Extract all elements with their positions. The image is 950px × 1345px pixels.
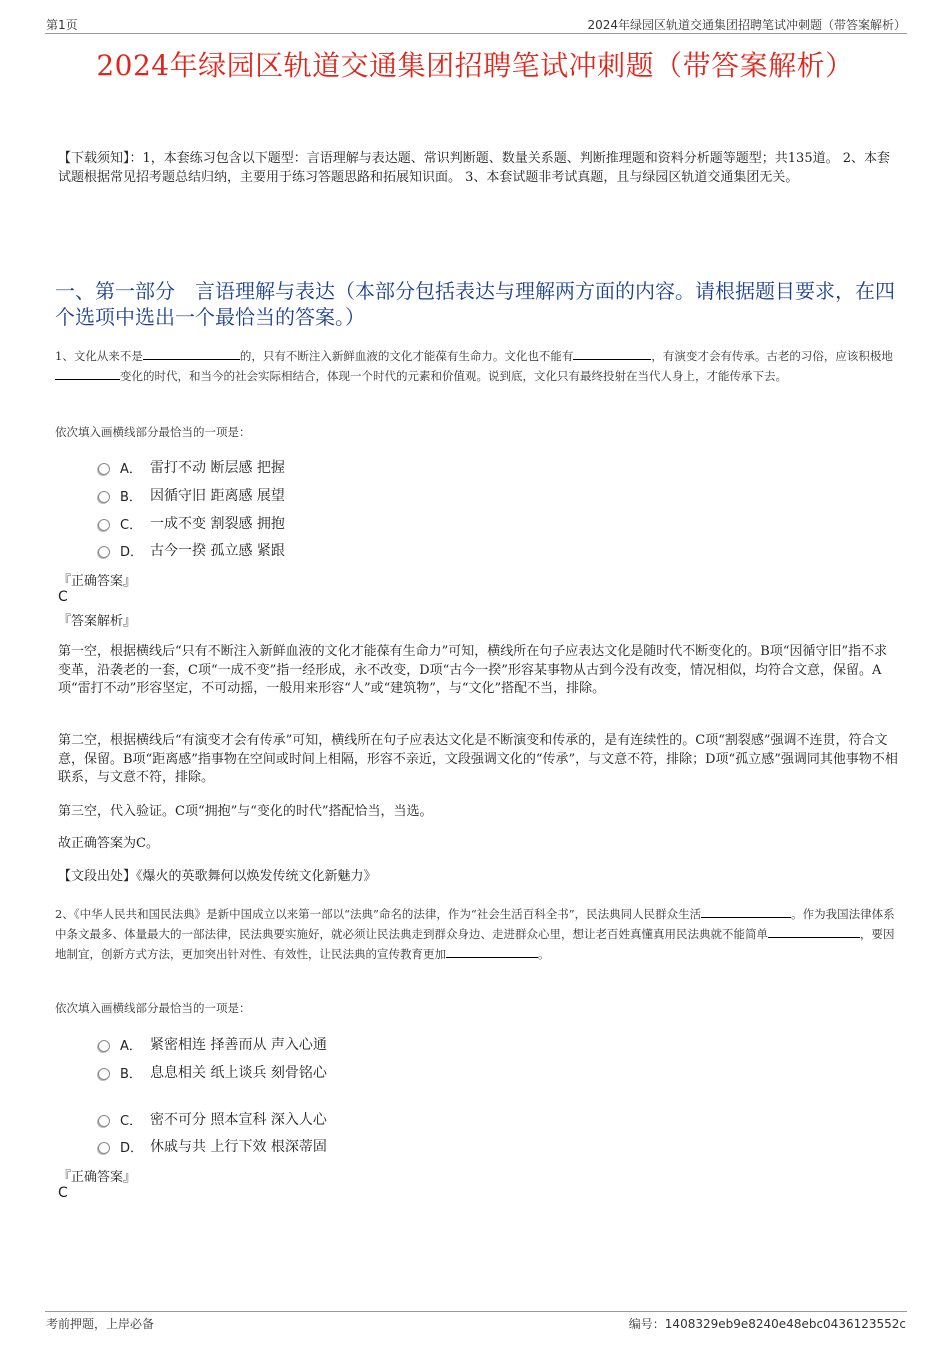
download-notice: 【下载须知】：1，本套练习包含以下题型：言语理解与表达题、常识判断题、数量关系题、判断推理题和资料分析题等题型；共135道。 2、本套试题根据常见招考题总结归纳，主要用于练习答题思路和拓展知识面。 3、本套试题非考试真题，且与绿园区轨道交通集团无关。 bbox=[58, 151, 890, 185]
question-2-prompt: 依次填入画横线部分最恰当的一项是： bbox=[55, 1001, 251, 1015]
q1-answer-label: 『正确答案』 bbox=[58, 574, 137, 589]
page-title: 2024年绿园区轨道交通集团招聘笔试冲刺题（带答案解析） bbox=[96, 49, 854, 82]
q2-option-b[interactable]: B． 息息相关 纸上谈兵 刻骨铭心 bbox=[98, 1062, 327, 1082]
q2-option-d[interactable]: D． 休戚与共 上行下效 根深蒂固 bbox=[98, 1136, 327, 1156]
q1-option-b[interactable]: B． 因循守旧 距离感 展望 bbox=[98, 485, 285, 505]
q1-option-c[interactable]: C． 一成不变 割裂感 拥抱 bbox=[98, 513, 285, 533]
blank-1 bbox=[143, 347, 240, 360]
header-doc-title: 2024年绿园区轨道交通集团招聘笔试冲刺题（带答案解析） bbox=[587, 18, 906, 32]
header-divider bbox=[45, 33, 907, 34]
q2-answer-label: 『正确答案』 bbox=[58, 1170, 137, 1185]
blank-3 bbox=[446, 945, 538, 958]
q1-analysis-para-1: 第一空，根据横线后“只有不断注入新鲜血液的文化才能葆有生命力”可知，横线所在句子应表达文化是随时代不断变化的。B项“因循守旧”指不求变革，沿袭老的一套，C项“一成不变”指一经形成，永不改变，D项“古今一揆”形容某事物从古到今没有改变，情况相似，均符合文意，保留。A项“雷打不动”形容坚定，不可动摇，一般用来形容“人”或“建筑物”，与“文化”搭配不当，排除。 bbox=[58, 644, 888, 696]
radio-icon[interactable] bbox=[98, 1068, 110, 1080]
q1-option-a[interactable]: A． 雷打不动 断层感 把握 bbox=[98, 457, 285, 477]
footer-serial: 编号：1408329eb9e8240e48ebc0436123552c bbox=[628, 1317, 906, 1331]
footer-divider bbox=[45, 1311, 907, 1312]
radio-icon[interactable] bbox=[98, 491, 110, 503]
q1-source: 【文段出处】《爆火的英歌舞何以焕发传统文化新魅力》 bbox=[58, 869, 377, 884]
blank-2 bbox=[768, 925, 860, 938]
radio-icon[interactable] bbox=[98, 1040, 110, 1052]
q2-option-a[interactable]: A． 紧密相连 择善而从 声入心通 bbox=[98, 1034, 327, 1054]
radio-icon[interactable] bbox=[98, 463, 110, 475]
radio-icon[interactable] bbox=[98, 519, 110, 531]
section-heading: 一、第一部分 言语理解与表达（本部分包括表达与理解两方面的内容。请根据题目要求，在四个选项中选出一个最恰当的答案。） bbox=[55, 279, 895, 329]
radio-icon[interactable] bbox=[98, 1115, 110, 1127]
question-1-prompt: 依次填入画横线部分最恰当的一项是： bbox=[55, 425, 251, 439]
q1-option-d[interactable]: D． 古今一揆 孤立感 紧跟 bbox=[98, 540, 285, 560]
question-2-stem: 2、《中华人民共和国民法典》是新中国成立以来第一部以“法典”命名的法律，作为“社会生活百科全书”，民法典同人民群众生活 。作为我国法律体系中条文最多、体量最大的一部法律，民法典要实施好，就必须让民法典走到群众身边、走进群众心里，想让老百姓真懂真用民法典就不能简单 ，要因地制宜，创新方式方法，更加突出针对性、有效性，让民法典的宣传教育更加 。 bbox=[55, 907, 895, 961]
q2-option-c[interactable]: C． 密不可分 照本宣科 深入人心 bbox=[98, 1109, 327, 1129]
blank-3 bbox=[55, 367, 120, 380]
q1-analysis-para-4: 故正确答案为C。 bbox=[58, 836, 159, 851]
radio-icon[interactable] bbox=[98, 546, 110, 558]
radio-icon[interactable] bbox=[98, 1142, 110, 1154]
q1-answer: C bbox=[58, 589, 68, 605]
blank-1 bbox=[701, 905, 791, 918]
blank-2 bbox=[573, 347, 651, 360]
q1-analysis-para-3: 第三空，代入验证。C项“拥抱”与“变化的时代”搭配恰当，当选。 bbox=[58, 804, 433, 819]
footer-slogan: 考前押题，上岸必备 bbox=[46, 1317, 155, 1331]
q2-answer: C bbox=[58, 1185, 68, 1201]
q1-analysis-para-2: 第二空，根据横线后“有演变才会有传承”可知，横线所在句子应表达文化是不断演变和传承的，是有连续性的。C项“割裂感”强调不连贯，符合文意，保留。B项“距离感”指事物在空间或时间上相隔，形容不亲近，文段强调文化的“传承”，与文意不符，排除；D项“孤立感”强调同其他事物不相联系，与文意不符，排除。 bbox=[58, 733, 898, 785]
q1-analysis-label: 『答案解析』 bbox=[58, 614, 137, 629]
page-number: 第1页 bbox=[46, 18, 78, 32]
question-1-stem: 1、文化从来不是 的，只有不断注入新鲜血液的文化才能葆有生命力。文化也不能有 ，有演变才会有传承。古老的习俗，应该积极地变化的时代，和当今的社会实际相结合，体现一个时代的元素和价值观。说到底，文化只有最终投射在当代人身上，才能传承下去。 bbox=[55, 349, 893, 383]
